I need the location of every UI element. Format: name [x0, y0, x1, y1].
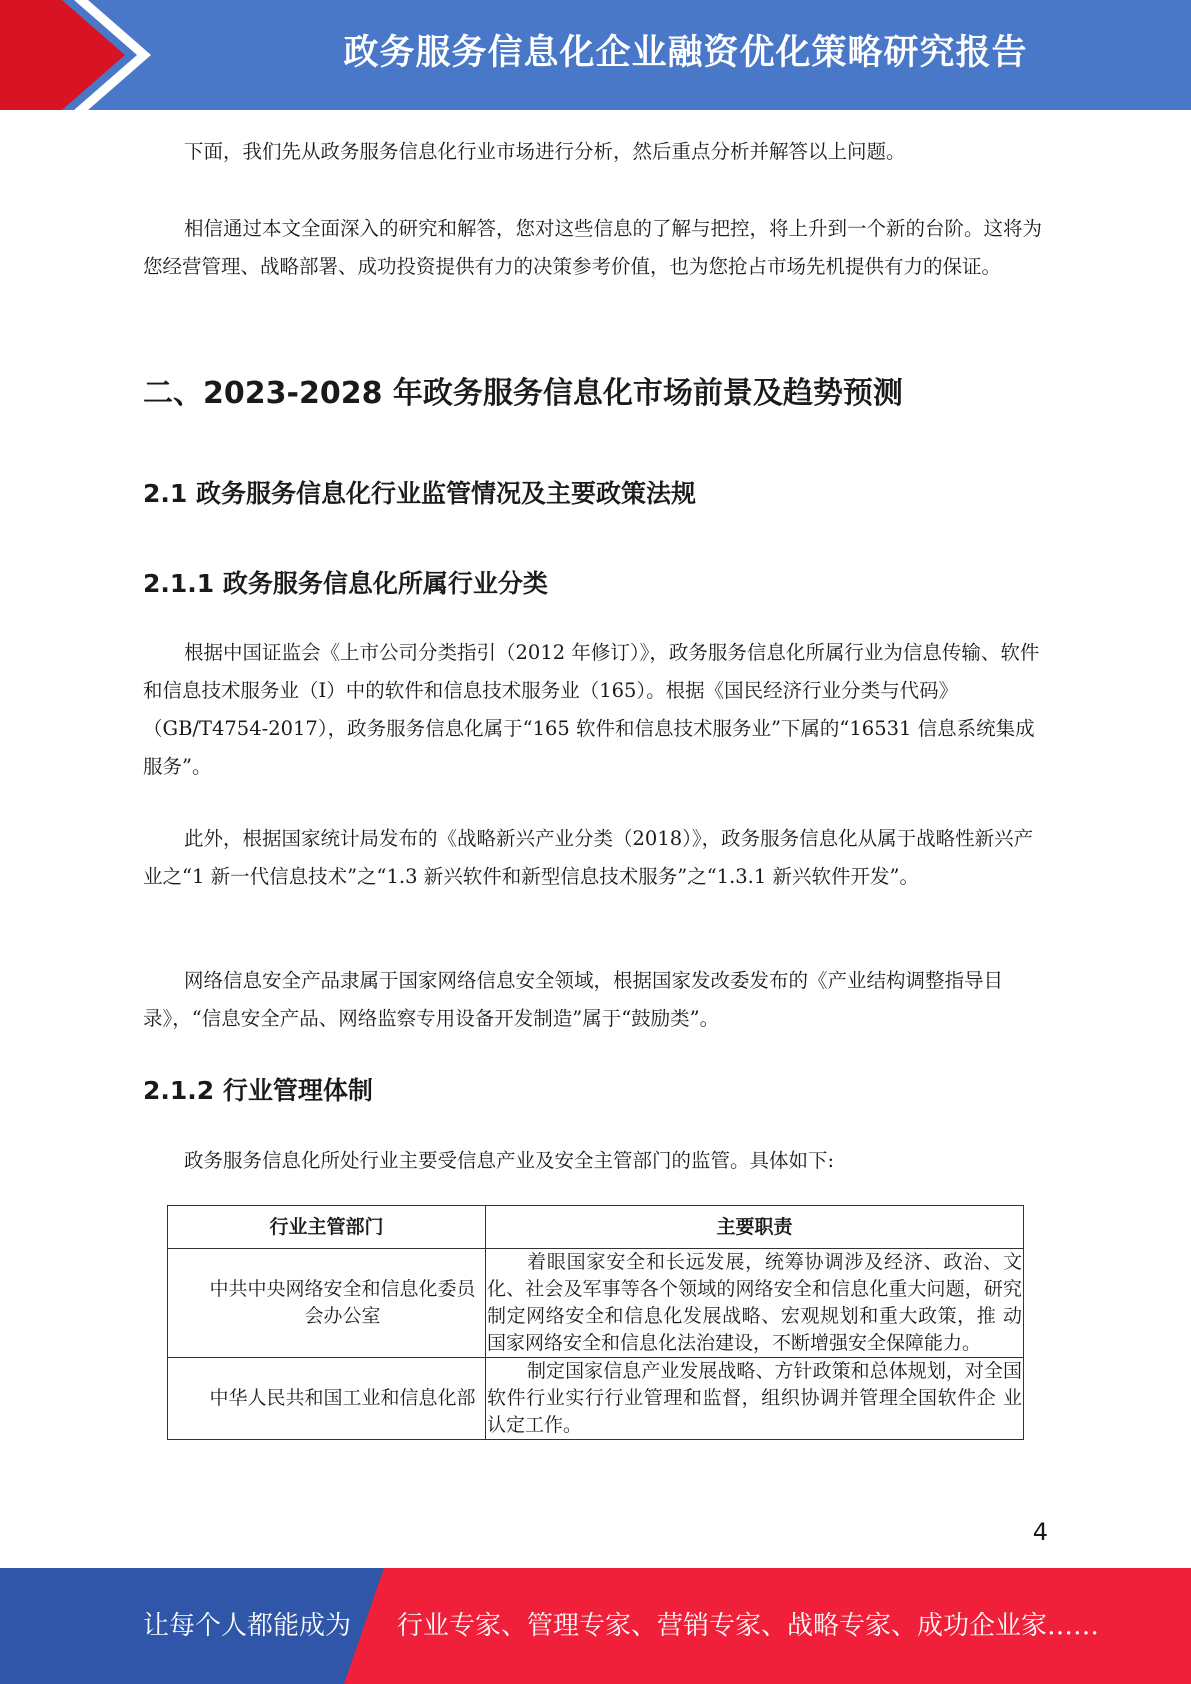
table-cell-dept: 中共中央网络安全和信息化委员会办公室 [168, 1249, 486, 1358]
table-header-row [168, 1206, 1024, 1249]
table-row [168, 1358, 1024, 1440]
table-header-dept: 行业主管部门 [168, 1206, 486, 1249]
classification-paragraph-3: 网络信息安全产品隶属于国家网络信息安全领域，根据国家发改委发布的《产业结构调整指导目录》，“信息安全产品、网络监察专用设备开发制造”属于“鼓励类”。 [143, 969, 1004, 1030]
page-footer [0, 1568, 1191, 1684]
table-cell-dept: 中华人民共和国工业和信息化部 [168, 1358, 486, 1440]
regulator-table [167, 1205, 1024, 1440]
classification-paragraph-1: 根据中国证监会《上市公司分类指引（2012 年修订）》，政务服务信息化所属行业为信息传输、软件和信息技术服务业（I）中的软件和信息技术服务业（165）。根据《国民经济行业分类与代码》（GB/T4754-2017），政务服务信息化属于“165 软件和信息技术服务业”下属的“16531 信息系统集成服务”。 [143, 641, 1040, 778]
table-header-duty: 主要职责 [486, 1206, 1024, 1249]
page-header [0, 0, 1191, 110]
table-row [168, 1249, 1024, 1358]
section-heading: 二、2023-2028 年政务服务信息化市场前景及趋势预测 [143, 376, 903, 411]
footer-slogan-left: 让每个人都能成为 [143, 1611, 352, 1641]
footer-slogan-right: 行业专家、管理专家、营销专家、战略专家、成功企业家…… [397, 1611, 1100, 1641]
report-title: 政务服务信息化企业融资优化策略研究报告 [343, 33, 1028, 73]
table-cell-duty: 着眼国家安全和长远发展，统筹协调涉及经济、政治、文化、社会及军事等各个领域的网络安全和信息化重大问题，研究 制定网络安全和信息化发展战略、宏观规划和重大政策，推 动国家网络安全和信息化法治建设，不断增强安全保障能力。 [486, 1249, 1024, 1358]
page-number: 4 [1032, 1518, 1048, 1546]
table-cell-duty: 制定国家信息产业发展战略、方针政策和总体规划，对全国软件行业实行行业管理和监督，组织协调并管理全国软件企 业认定工作。 [486, 1358, 1024, 1440]
subsection-heading-2-1-2: 2.1.2 行业管理体制 [143, 1076, 373, 1105]
intro-paragraph-2: 相信通过本文全面深入的研究和解答，您对这些信息的了解与把控，将上升到一个新的台阶。这将为您经营管理、战略部署、成功投资提供有力的决策参考价值，也为您抢占市场先机提供有力的保证。 [143, 217, 1043, 278]
subsection-heading-2-1-1: 2.1.1 政务服务信息化所属行业分类 [143, 569, 548, 598]
management-paragraph: 政务服务信息化所处行业主要受信息产业及安全主管部门的监管。具体如下: [184, 1149, 835, 1172]
classification-paragraph-2: 此外，根据国家统计局发布的《战略新兴产业分类（2018）》，政务服务信息化从属于战略性新兴产业之“1 新一代信息技术”之“1.3 新兴软件和新型信息技术服务”之“1.3.1 新兴软件开发”。 [143, 827, 1034, 888]
intro-paragraph-1: 下面，我们先从政务服务信息化行业市场进行分析，然后重点分析并解答以上问题。 [184, 140, 906, 163]
subsection-heading-2-1: 2.1 政务服务信息化行业监管情况及主要政策法规 [143, 479, 696, 508]
